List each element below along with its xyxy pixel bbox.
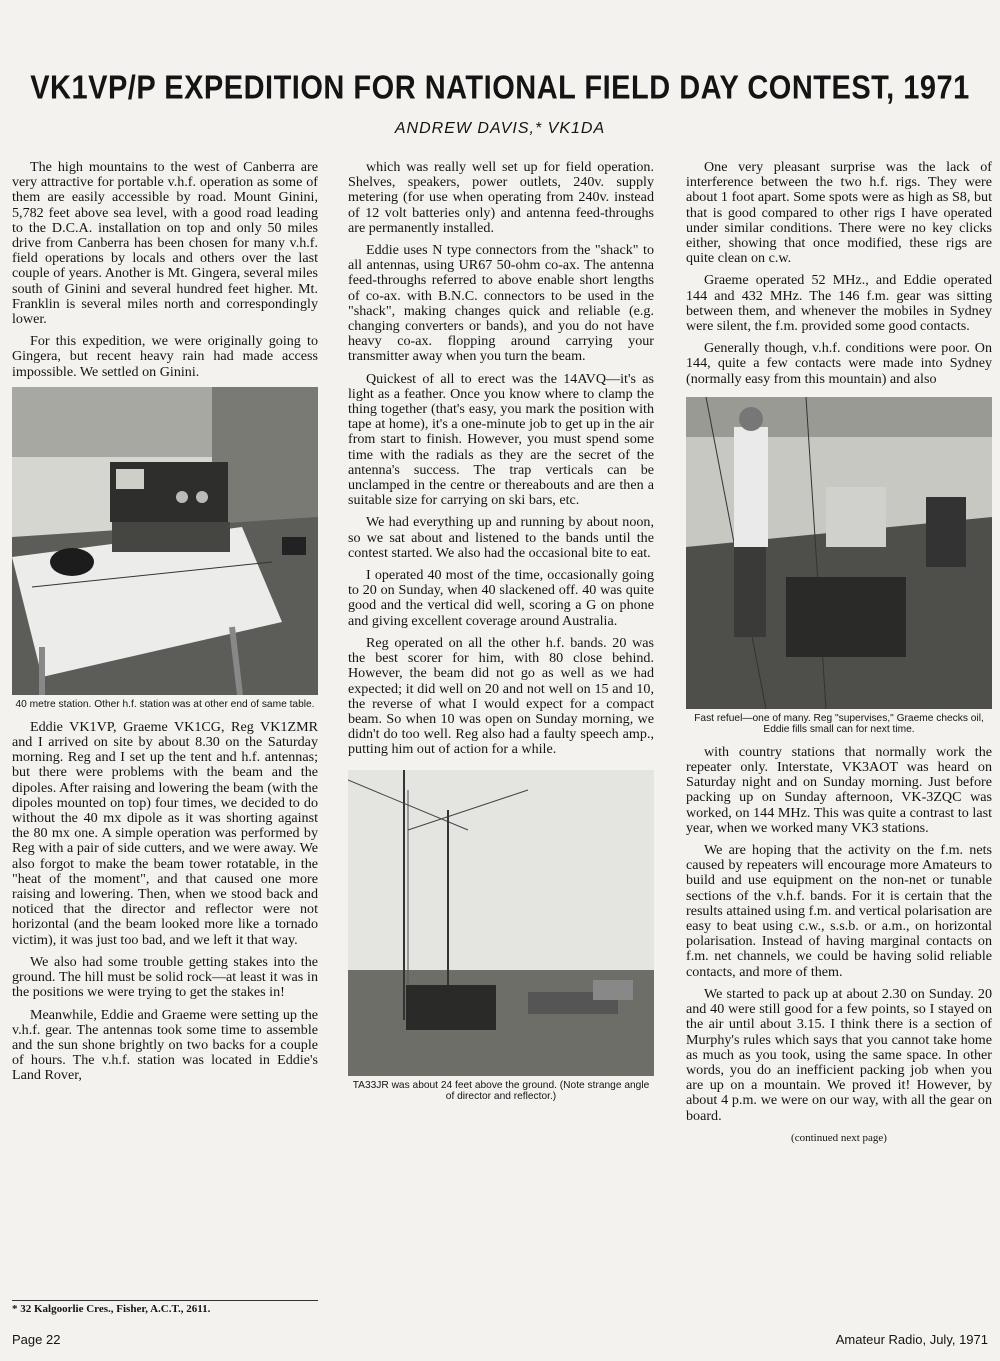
article-title: VK1VP/P EXPEDITION FOR NATIONAL FIELD DAY CONTEST, 1971 — [30, 69, 970, 107]
paragraph: We also had some trouble getting stakes into the ground. The hill must be solid rock—at least it was in the positions we were trying to get the stakes in! — [12, 953, 318, 1001]
paragraph: Reg operated on all the other h.f. bands. 20 was the best scorer for him, with 80 close behind. However, the beam did not go as well as we had expected; it did well on 20 and not well on 15 and 10, the reverse of what I would expect for a compact beam. So when 10 was open on Sunday morning, we didn't do too well. Reg also had a faulty speech amp., putting him out of action for a while. — [348, 634, 654, 758]
author-byline: ANDREW DAVIS,* VK1DA — [394, 120, 606, 137]
station-photo-image — [12, 387, 318, 695]
paragraph: We started to pack up at about 2.30 on Sunday. 20 and 40 were still good for a few points, so I stayed on the air until about 3.15. I think there is a section of Murphy's rules which says that you cannot take home as much as you took, using the same space. In other words, you do an inefficient packing job when you are up on a mountain. We proved it! However, by about 4 p.m. we were on our way, with all the gear on board. — [686, 985, 992, 1124]
paragraph: Meanwhile, Eddie and Graeme were setting up the v.h.f. gear. The antennas took some time to assemble and the sun shone brightly on two backs for a couple of hours. The v.h.f. station was located in Eddie's Land Rover, — [12, 1006, 318, 1084]
page-number: Page 22 — [12, 1332, 61, 1347]
paragraph: The high mountains to the west of Canberra are very attractive for portable v.h.f. operation as some of them are easily accessible by road. Mount Ginini, 5,782 feet above sea level, with a good road leading to the D.C.A. installation on top and only 50 miles drive from Canberra has been chosen for many v.h.f. field operations by locals and others over the last couple of years. Another is Mt. Gingera, several miles south of Ginini and several hundred feet higher. Mt. Franklin is several miles north and correspondingly lower. — [12, 159, 318, 328]
paragraph: For this expedition, we were originally going to Gingera, but recent heavy rain had made access impossible. We settled on Ginini. — [12, 333, 318, 380]
paragraph: which was really well set up for field operation. Shelves, speakers, power outlets, 240v. supply metering (for use when operating from 240v. instead of 12 volt batteries only) and antenna feed-throughs are permanently installed. — [348, 159, 654, 236]
author-footnote: * 32 Kalgoorlie Cres., Fisher, A.C.T., 2611. — [12, 1300, 318, 1315]
photo-caption: Fast refuel—one of many. Reg "supervises," Graeme checks oil, Eddie fills small can for next time. — [694, 712, 984, 735]
antenna-photo — [348, 770, 654, 1076]
refuel-photo — [686, 397, 992, 709]
station-photo — [12, 387, 318, 695]
photo-caption: 40 metre station. Other h.f. station was at other end of same table. — [15, 698, 315, 710]
column-1 — [12, 160, 318, 1091]
paragraph: We had everything up and running by about noon, so we sat about and listened to the bands until the contest started. We also had the occasional bite to eat. — [348, 514, 654, 561]
paragraph: One very pleasant surprise was the lack of interference between the two h.f. rigs. They were about 1 foot apart. Some spots were as high as S8, but that is good compared to other rigs I have operated under similar conditions. There were no key clicks either, showing that once modified, these rigs are quite clean on c.w. — [686, 159, 992, 267]
paragraph: Graeme operated 52 MHz., and Eddie operated 144 and 432 MHz. The 146 f.m. gear was sitting between them, and whenever the mobiles in Sydney were silent, the f.m. provided some good contacts. — [686, 272, 992, 335]
photo-caption: TA33JR was about 24 feet above the ground. (Note strange angle of director and reflector.) — [352, 1079, 650, 1102]
paragraph: Eddie VK1VP, Graeme VK1CG, Reg VK1ZMR and I arrived on site by about 8.30 on the Saturday morning. Reg and I set up the tent and h.f. antennas; but there were problems with the beam and the dipoles. After raising and lowering the beam (with the dipoles mounted on top) four times, we decided to do without the 40 mx dipole as it was shorting against the 80 mx one. A simple operation was performed by Reg with a pair of side cutters, and we were away. We also forgot to make the beam tower rotatable, in the "heat of the moment", and that caused one more raising and lowering. Then, when we stood back and noticed that the director and reflector were not horizontal (and the beam looked more like a tornado victim), it was just too bad, and we left it that way. — [12, 718, 318, 948]
paragraph: We are hoping that the activity on the f.m. nets caused by repeaters will encourage more Amateurs to build and use equipment on the non-net or tunable sections of the v.h.f. bands. For it is certain that the results attained using f.m. and vertical polarisation are easy to beat using c.w., s.s.b. or a.m., on horizontal polarisation. Instead of having marginal contacts on f.m. net channels, we could be having solid reliable contacts, and more of them. — [686, 842, 992, 980]
column-2 — [348, 160, 654, 1112]
column-3 — [686, 160, 992, 1153]
refuel-photo-image — [686, 397, 992, 709]
continued-note: (continued next page) — [791, 1131, 887, 1144]
paragraph: Eddie uses N type connectors from the "shack" to all antennas, using UR67 50-ohm co-ax. The antenna feed-throughs referred to above enable short lengths of co-ax. with B.N.C. connectors to be used in the "shack", making changes quick and reliable (e.g. changing converters or bands), and you do not have heavy co-ax. flopping around carrying your transmitter away when you turn the beam. — [348, 242, 654, 365]
paragraph: I operated 40 most of the time, occasionally going to 20 on Sunday, when 40 slackened off. 40 was quite good and the vertical did well, scoring a G on phone and giving excellent coverage around Australia. — [348, 567, 654, 629]
antenna-photo-image — [348, 770, 654, 1076]
paragraph: with country stations that normally work the repeater only. Interstate, VK3AOT was heard on Saturday night and on Sunday morning. Just before packing up on Sunday afternoon, VK-3ZQC was worked, on 144 MHz. This was quite a contrast to last year, when we worked many VK3 stations. — [686, 743, 992, 836]
paragraph: Generally though, v.h.f. conditions were poor. On 144, quite a few contacts were made into Sydney (normally easy from this mountain) and also — [686, 340, 992, 387]
publication-info: Amateur Radio, July, 1971 — [835, 1332, 988, 1347]
paragraph: Quickest of all to erect was the 14AVQ—it's as light as a feather. Once you know where to clamp the thing together (that's easy, you mark the position with tape at home), it's a one-minute job to get up in the air from start to finish. However, you must spend some time with the radials as they are the secret of the antenna's success. The trap verticals can be unclamped in the centre or thereabouts and are then a suitable size for carrying on ski bars, etc. — [348, 370, 654, 509]
